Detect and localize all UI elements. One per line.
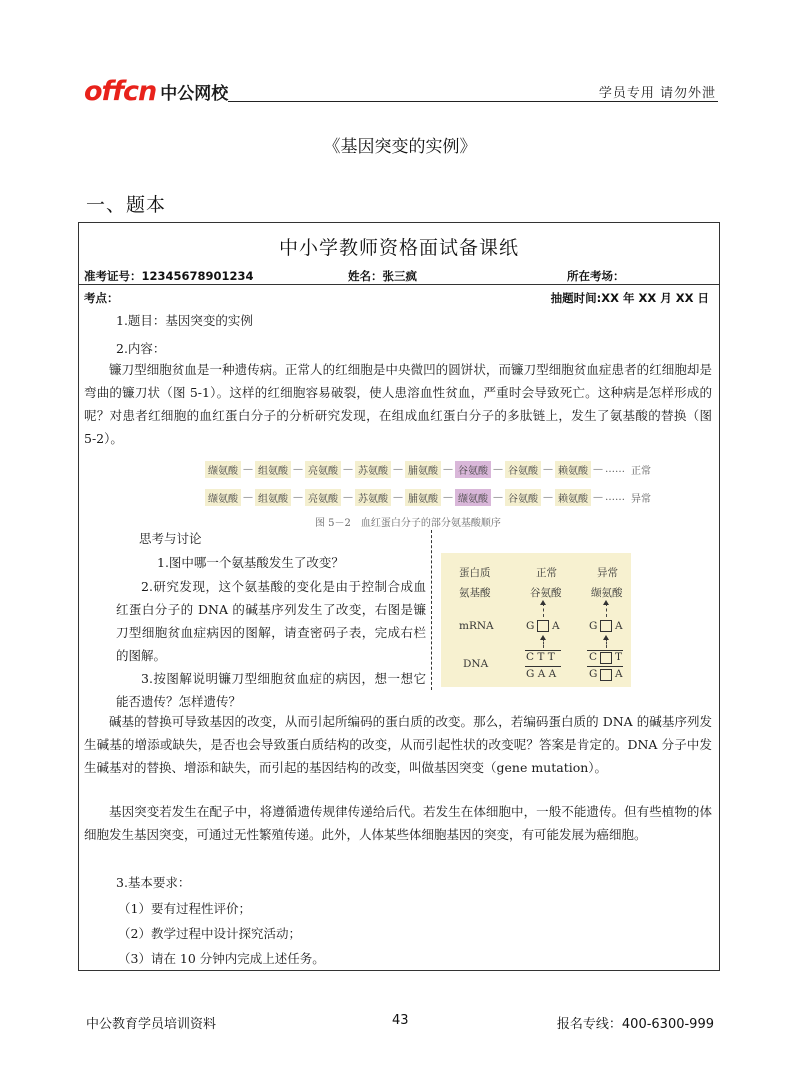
ellipsis: …… (605, 491, 625, 503)
amino-row-normal: 缬氨酸 — 组氨酸 — 亮氨酸 — 苏氨酸 — 脯氨酸 — 谷氨酸 — 谷氨酸 — 赖氨酸 — …… 正常 (205, 460, 651, 478)
blank-box (600, 652, 612, 664)
arrow-shaft (543, 603, 544, 617)
exam-point: 考点： (84, 291, 119, 305)
col-normal: 正常 (536, 567, 557, 579)
mrna-abnormal-left: G (589, 620, 598, 632)
ellipsis: …… (605, 463, 625, 475)
item-requirements: 3.基本要求： (116, 875, 191, 890)
arrow-shaft (606, 603, 607, 617)
exam-id: 准考证号：12345678901234 (84, 269, 254, 283)
dna-abnormal-bottom-right: A (615, 668, 623, 680)
arrow-head (540, 600, 546, 605)
label-protein: 蛋白质 (459, 567, 491, 579)
column-divider (431, 530, 432, 690)
label-amino-acid: 氨基酸 (459, 587, 491, 599)
normal-amino-acid: 谷氨酸 (530, 587, 562, 599)
item-topic: 1.题目：基因突变的实例 (116, 313, 253, 328)
draw-time: 抽题时间:XX 年 XX 月 XX 日 (550, 291, 709, 305)
dna-normal-top: C T T (526, 651, 555, 663)
dna-strand-line (525, 666, 561, 667)
header-rule (228, 101, 718, 102)
label-dna: DNA (463, 658, 489, 670)
brand-logo (84, 76, 228, 106)
dna-abnormal-bottom-left: G (589, 668, 598, 680)
dna-abnormal-top-right: T (615, 651, 623, 663)
arrow-head (603, 635, 609, 640)
amino-acid: 谷氨酸 (505, 489, 541, 506)
blank-box (537, 620, 549, 632)
question-3: 3.按图解说明镰刀型细胞贫血症的病因，想一想它能否遗传？怎样遗传？ (116, 671, 426, 709)
mrna-normal-right: A (552, 620, 560, 632)
discussion-title: 思考与讨论 (139, 531, 202, 546)
dna-abnormal-top-left: C (589, 651, 598, 663)
logo-mark: offcn (84, 76, 157, 107)
footer-hotline: 报名专线：400-6300-999 (556, 1017, 714, 1032)
col-abnormal: 异常 (597, 567, 618, 579)
blank-box (600, 620, 612, 632)
footer-left: 中公教育学员培训资料 (86, 1017, 217, 1032)
blank-box (600, 669, 612, 681)
mrna-normal-left: G (526, 620, 535, 632)
amino-acid-highlight: 缬氨酸 (455, 489, 491, 506)
amino-acid: 苏氨酸 (355, 489, 391, 506)
content-paragraph-2: 碱基的替换可导致基因的改变，从而引起所编码的蛋白质的改变。那么，若编码蛋白质的 DNA 的碱基序列发生碱基的增添或缺失，是否也会导致蛋白质结构的改变，从而引起性状的改变呢？答案是肯定的。DNA 分子中发生碱基对的替换、增添和缺失，而引起的基因结构的改变，叫做基因突变（gene mutation）。 (84, 714, 712, 775)
candidate-name: 姓名：张三疯 (348, 269, 417, 283)
label-mrna: mRNA (459, 620, 494, 632)
requirement-3: （3）请在 10 分钟内完成上述任务。 (118, 951, 325, 966)
requirement-2: （2）教学过程中设计探究活动； (118, 926, 301, 941)
row-label-abnormal: 异常 (631, 493, 651, 505)
info-divider (79, 284, 719, 285)
arrow-head (540, 635, 546, 640)
arrow-head (603, 600, 609, 605)
dna-strand-line (587, 666, 623, 667)
page-number: 43 (392, 1013, 409, 1028)
item-content: 2.内容： (116, 341, 166, 356)
amino-row-abnormal: 缬氨酸 — 组氨酸 — 亮氨酸 — 苏氨酸 — 脯氨酸 — 缬氨酸 — 谷氨酸 — 赖氨酸 — …… 异常 (205, 488, 651, 506)
content-paragraph-3: 基因突变若发生在配子中，将遵循遗传规律传递给后代。若发生在体细胞中，一般不能遗传。但有些植物的体细胞发生基因突变，可通过无性繁殖传递。此外，人体某些体细胞基因的突变，有可能发展为癌细胞。 (84, 804, 712, 842)
requirement-1: （1）要有过程性评价； (118, 901, 251, 916)
row-label-normal: 正常 (631, 465, 651, 477)
question-2: 2.研究发现，这个氨基酸的变化是由于控制合成血红蛋白分子的 DNA 的碱基序列发生了改变，右图是镰刀型细胞贫血症病因的图解，请查密码子表，完成右栏的图解。 (116, 579, 426, 663)
sickle-cell-diagram (441, 553, 631, 687)
amino-acid: 缬氨酸 (205, 461, 241, 478)
amino-acid: 脯氨酸 (405, 489, 441, 506)
content-paragraph-1: 镰刀型细胞贫血是一种遗传病。正常人的红细胞是中央微凹的圆饼状，而镰刀型细胞贫血症患者的红细胞却是弯曲的镰刀状（图 5-1）。这样的红细胞容易破裂，使人患溶血性贫血，严重时会导致死亡。这种病是怎样形成的呢？对患者红细胞的血红蛋白分子的分析研究发现，在组成血红蛋白分子的多肽链上，发生了氨基酸的替换（图 5-2）。 (84, 362, 712, 446)
amino-acid: 组氨酸 (255, 461, 291, 478)
amino-acid: 谷氨酸 (505, 461, 541, 478)
header-notice: 学员专用 请勿外泄 (598, 86, 716, 101)
question-1: 1.图中哪一个氨基酸发生了改变？ (157, 555, 344, 570)
amino-acid: 赖氨酸 (555, 489, 591, 506)
sheet-title: 中小学教师资格面试备课纸 (278, 237, 519, 259)
figure-5-2 (205, 456, 651, 532)
exam-venue: 所在考场： (567, 269, 625, 283)
amino-acid: 苏氨酸 (355, 461, 391, 478)
amino-acid: 组氨酸 (255, 489, 291, 506)
amino-acid: 缬氨酸 (205, 489, 241, 506)
amino-acid: 亮氨酸 (305, 489, 341, 506)
amino-acid: 亮氨酸 (305, 461, 341, 478)
amino-acid: 脯氨酸 (405, 461, 441, 478)
mrna-abnormal-right: A (615, 620, 623, 632)
logo-text: 中公网校 (160, 84, 229, 104)
section-heading: 一、题本 (86, 194, 167, 216)
amino-acid-highlight: 谷氨酸 (455, 461, 491, 478)
figure-caption: 图 5－2 血红蛋白分子的部分氨基酸顺序 (315, 518, 501, 529)
dna-normal-bottom: G A A (526, 668, 557, 680)
abnormal-amino-acid: 缬氨酸 (591, 587, 623, 599)
amino-acid: 赖氨酸 (555, 461, 591, 478)
page-title: 《基因突变的实例》 (323, 137, 477, 157)
